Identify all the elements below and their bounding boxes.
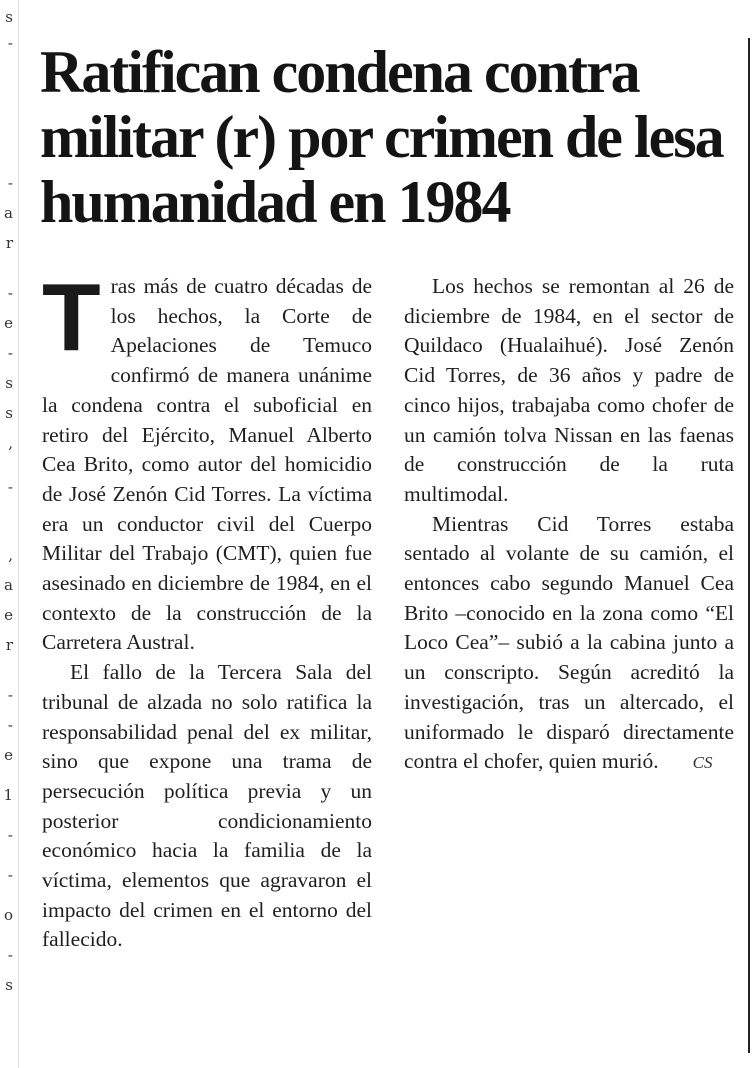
margin-fragment: s [5, 404, 13, 422]
paragraph-1-text: ras más de cuatro décadas de los hechos, la Corte de Apelaciones de Temuco confirmó de manera unánime la condena contra el suboficial en retiro del Ejército, Manuel Alberto Cea Brito, como autor del homicidio de José Zenón Cid Torres. La víctima era un conductor civil del Cuerpo Militar del Trabajo (CMT), quien fue asesinado en diciembre de 1984, en el contexto de la construcción de la Carretera Austral. [42, 274, 372, 655]
article-headline: Ratifican condena contra militar (r) por crimen de lesa humanidad en 1984 [40, 39, 723, 235]
margin-fragment: o [3, 906, 13, 924]
margin-fragment: e [4, 314, 13, 332]
drop-cap: T [42, 264, 101, 371]
margin-fragment: - [7, 478, 13, 496]
margin-fragment: s [5, 976, 13, 994]
end-of-article-mark: CS [692, 753, 713, 773]
margin-fragment: 1 [3, 786, 13, 804]
margin-fragment: r [5, 234, 13, 252]
margin-fragment: - [7, 826, 13, 844]
article-paragraph-4 [404, 510, 734, 778]
margin-fragment: - [7, 866, 13, 884]
margin-fragment: - [7, 284, 13, 302]
article-paragraph-1 [42, 264, 372, 658]
margin-fragment: s [5, 8, 13, 26]
margin-fragment: a [4, 204, 13, 222]
margin-fragment: e [4, 606, 13, 624]
margin-fragment: s [5, 374, 13, 392]
margin-fragment: - [7, 34, 13, 52]
article-column-right [404, 272, 734, 778]
margin-fragment: - [7, 174, 13, 192]
article-paragraph-2: El fallo de la Tercera Sala del tribunal de alzada no solo ratifica la responsabilidad penal del ex militar, sino que expone una trama de persecución política previa y un posterior condicionamiento económico hacia la familia de la víctima, elementos que agravaron el impacto del crimen en el entorno del fallecido. [42, 660, 372, 952]
article-column-left [42, 264, 372, 955]
margin-fragment: , [8, 546, 13, 564]
adjacent-column-fragments [0, 0, 19, 1068]
margin-fragment: - [7, 716, 13, 734]
margin-fragment: - [7, 946, 13, 964]
paragraph-4-text: Mientras Cid Torres estaba sentado al volante de su camión, el entonces cabo segundo Manuel Cea Brito –conocido en la zona como “El Loco Cea”– subió a la cabina junto a un conscripto. Según acreditó la investigación, tras un altercado, el uniformado le disparó directamente contra el chofer, quien murió. [404, 511, 734, 774]
column-rule [748, 38, 750, 1053]
margin-fragment: - [7, 686, 13, 704]
margin-fragment: r [5, 636, 13, 654]
article-paragraph-3: Los hechos se remontan al 26 de diciembre de 1984, en el sector de Quildaco (Hualaihué). José Zenón Cid Torres, de 36 años y padre de cinco hijos, trabajaba como chofer de un camión tolva Nissan en las faenas de construcción de la ruta multimodal. [404, 274, 734, 506]
margin-fragment: - [7, 344, 13, 362]
margin-fragment: e [4, 746, 13, 764]
margin-fragment: , [8, 434, 13, 452]
margin-fragment: a [4, 576, 13, 594]
